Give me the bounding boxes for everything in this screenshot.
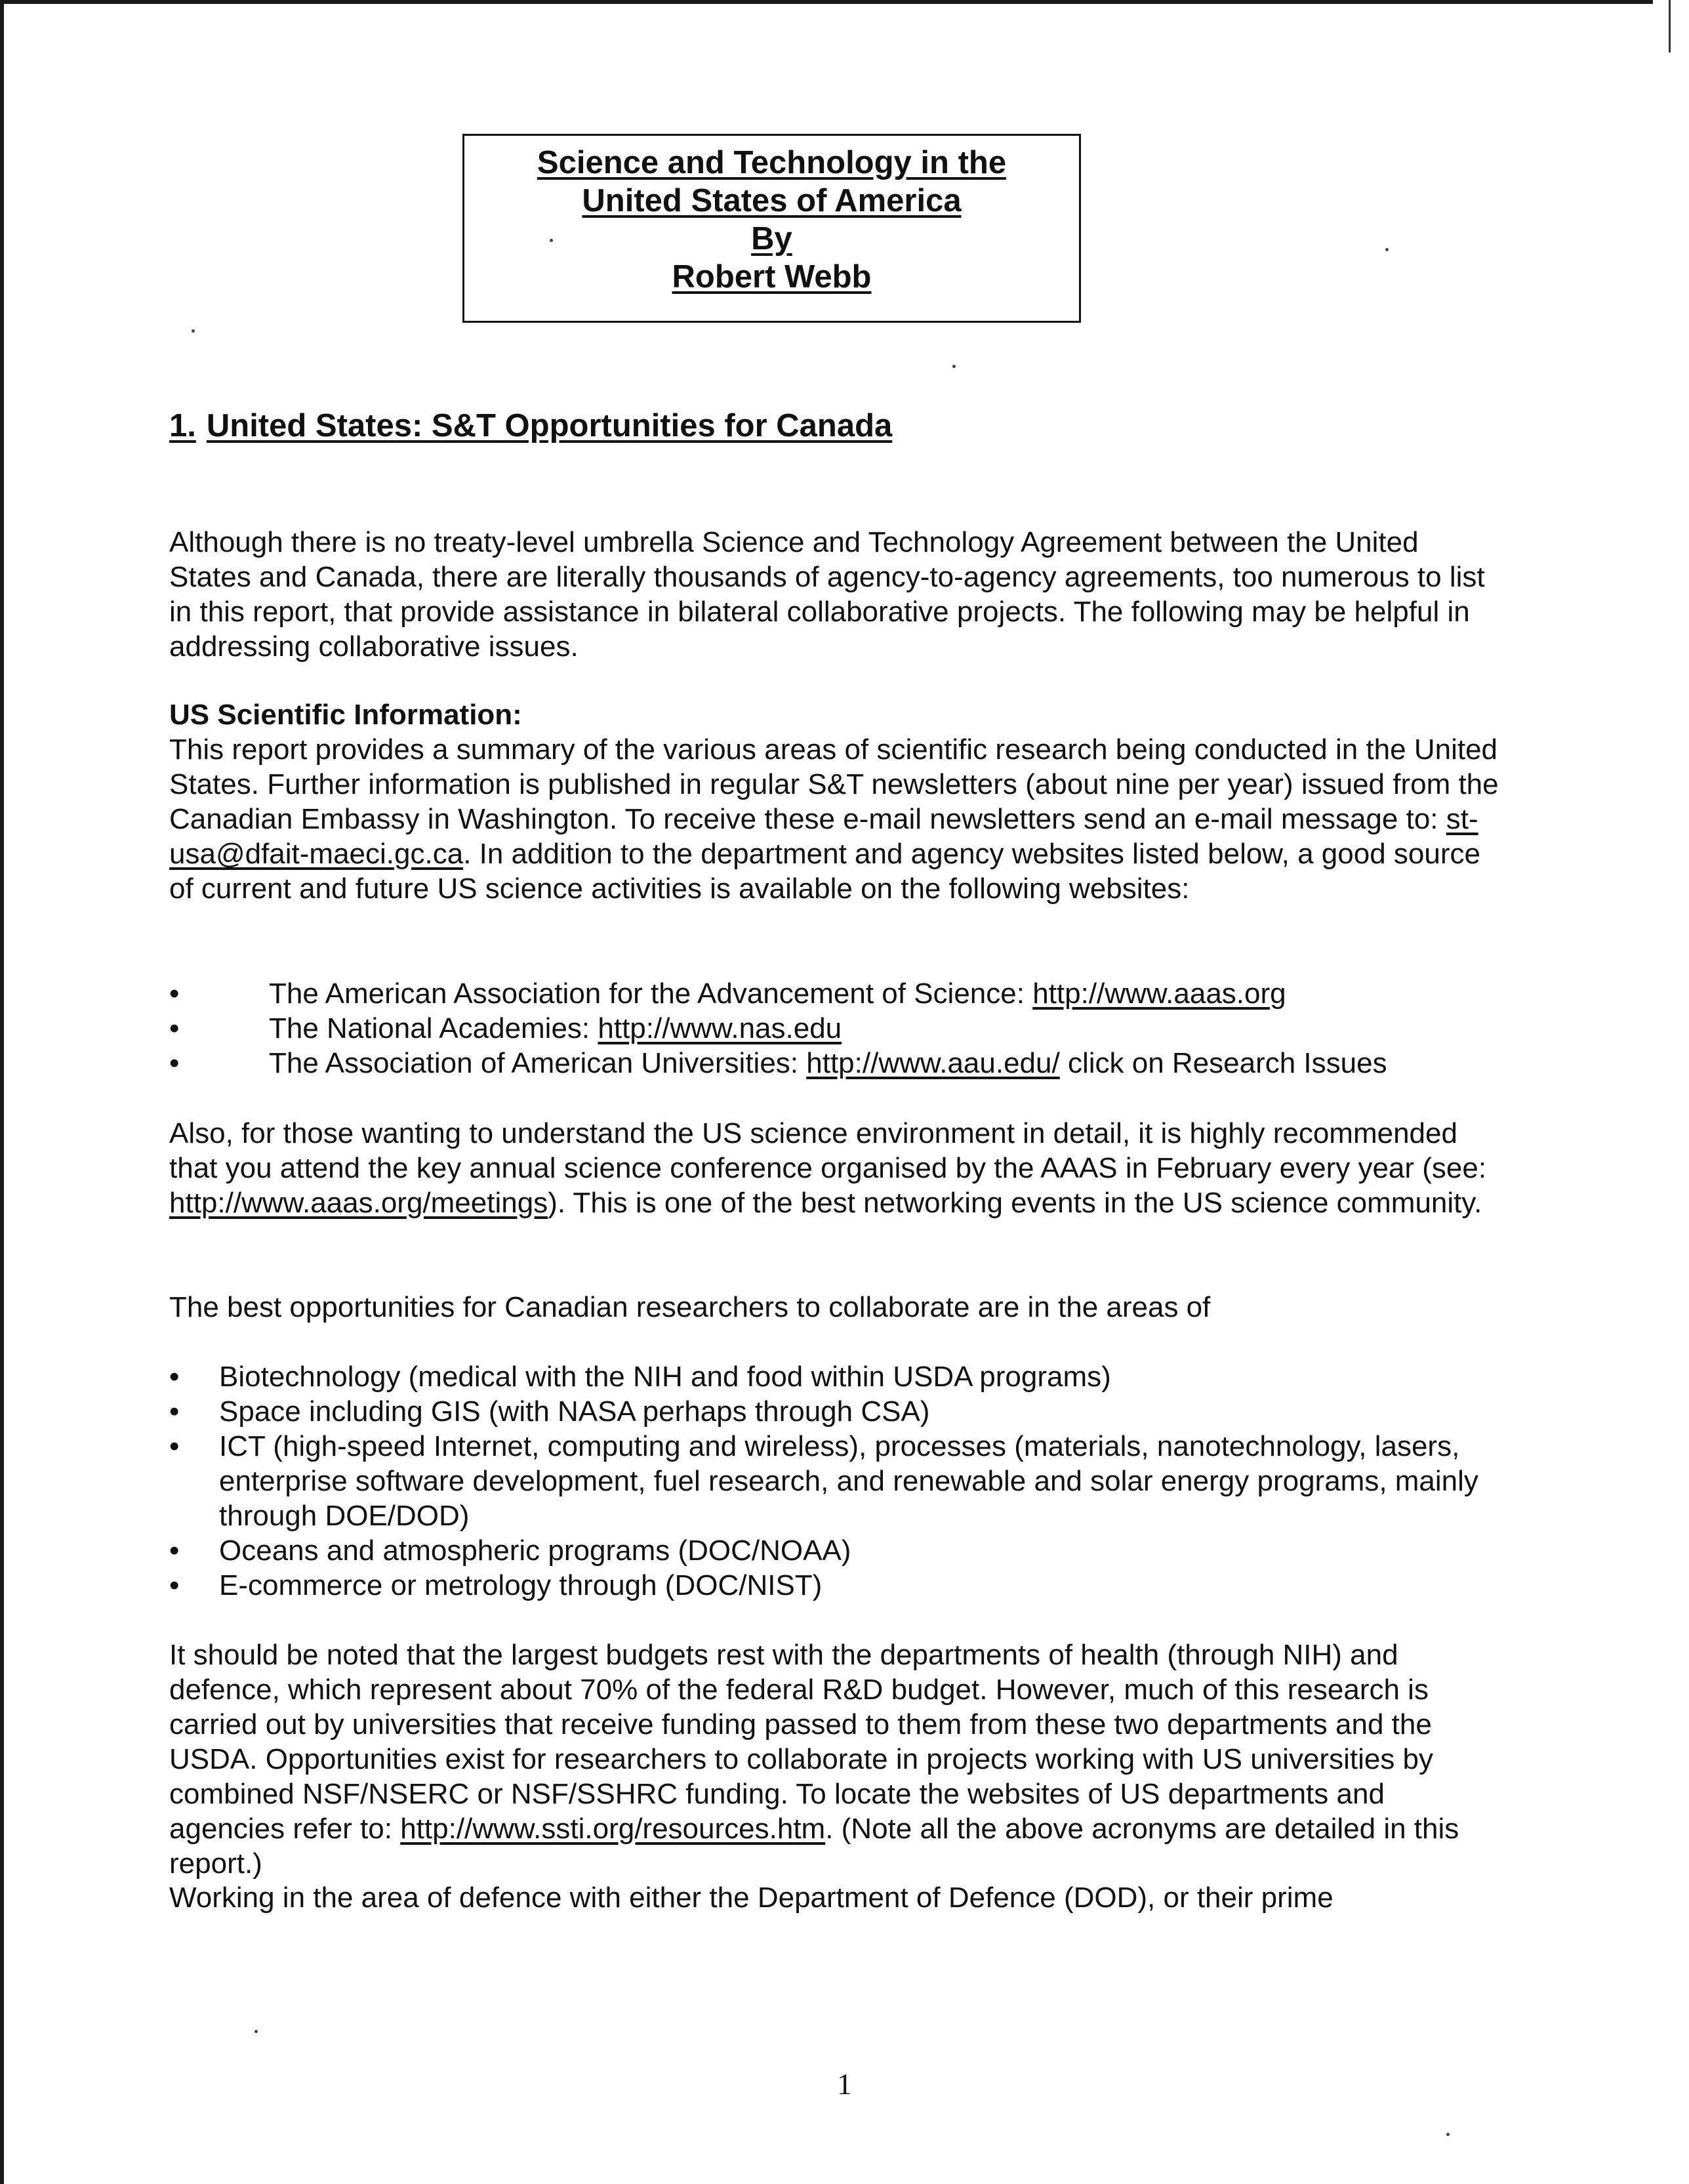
ssti-resources-link[interactable]: http://www.ssti.org/resources.htm: [400, 1813, 826, 1845]
aaas-link[interactable]: http://www.aaas.org: [1032, 978, 1286, 1010]
budget-text-part-1: It should be noted that the largest budgets rest with the departments of health (through NIH) and defence, which represent about 70% of the federal R&D budget. However, much of this research is carried out by universities that receive funding passed to them from these two departments and the USDA. Opportunities exist for researchers to collaborate in projects working with US universities by combined NSF/NSERC or NSF/SSHRC funding. To locate the websites of US departments and agencies refer to:: [169, 1639, 1434, 1845]
website-label: The Association of American Universities:: [269, 1047, 807, 1079]
section-title: United States: S&T Opportunities for Canada: [206, 408, 893, 443]
intro-paragraph: Although there is no treaty-level umbrella Science and Technology Agreement between the United States and Canada, there are literally thousands of agency-to-agency agreements, too numerous to list in this report, that provide assistance in bilateral collaborative projects. The following may be helpful in addressing collaborative issues.: [169, 526, 1485, 663]
bullet-icon: •: [169, 1430, 180, 1462]
bullet-icon: •: [169, 1012, 180, 1044]
list-item: [169, 1046, 1520, 1081]
area-text: Biotechnology (medical with the NIH and food within USDA programs): [219, 1361, 1111, 1393]
area-text: E-commerce or metrology through (DOC/NIST): [219, 1569, 823, 1601]
bullet-icon: •: [169, 978, 180, 1010]
list-item: [169, 1533, 1505, 1568]
defence-paragraph: Working in the area of defence with either the Department of Defence (DOD), or their prime: [169, 1882, 1333, 1914]
budget-text-part-2: . (Note all the above acronyms are detailed in this report.): [169, 1813, 1459, 1880]
website-label: The American Association for the Advancement of Science:: [269, 978, 1033, 1010]
area-text: Space including GIS (with NASA perhaps through CSA): [219, 1395, 930, 1428]
scan-speck: [1446, 2133, 1450, 2136]
aaas-meetings-link[interactable]: http://www.aaas.org/meetings: [169, 1187, 548, 1219]
budget-paragraph: [169, 1638, 1501, 1881]
collaboration-areas-list: [169, 1359, 1520, 1603]
section-heading: [169, 407, 892, 445]
document-title-line-2: United States of America: [582, 183, 962, 218]
info-text-part-1: This report provides a summary of the various areas of scientific research being conducted in the United States. Further information is published in regular S&T newsletters (about nine per year) issued from the Canadian Embassy in Washington. To receive these e-mail newsletters send an e-mail message to:: [169, 733, 1499, 835]
author-name: Robert Webb: [672, 259, 872, 295]
document-title-line-1: Science and Technology in the: [537, 145, 1007, 180]
scientific-information-heading: US Scientific Information:: [169, 699, 522, 731]
list-item: [169, 1359, 1505, 1394]
list-item: [169, 1429, 1505, 1533]
title-box: [462, 134, 1081, 323]
scan-speck: [1385, 248, 1389, 251]
byline-label: By: [751, 221, 792, 257]
bullet-icon: •: [169, 1047, 180, 1079]
scan-speck: [192, 329, 195, 333]
nas-link[interactable]: http://www.nas.edu: [598, 1012, 842, 1044]
bullet-icon: •: [169, 1569, 180, 1601]
list-item: [169, 1394, 1505, 1429]
websites-list: [169, 976, 1520, 1081]
bullet-icon: •: [169, 1395, 180, 1428]
aaas-text-part-1: Also, for those wanting to understand the US science environment in detail, it is highly recommended that you attend the key annual science conference organised by the AAAS in February every year (see:: [169, 1117, 1487, 1184]
area-text: Oceans and atmospheric programs (DOC/NOAA): [219, 1535, 851, 1567]
scientific-information-paragraph: [169, 697, 1501, 906]
bullet-icon: •: [169, 1535, 180, 1567]
areas-intro-paragraph: The best opportunities for Canadian researchers to collaborate are in the areas of: [169, 1291, 1211, 1323]
aaas-text-part-2: ). This is one of the best networking events in the US science community.: [548, 1187, 1482, 1219]
page-number: 1: [837, 2067, 852, 2101]
newsletter-email-link[interactable]: st-usa@dfait-maeci.gc.ca: [169, 803, 1478, 870]
aau-link[interactable]: http://www.aau.edu/: [806, 1047, 1060, 1079]
section-number: 1.: [169, 408, 196, 443]
scan-top-border: [0, 0, 1653, 4]
aaas-conference-paragraph: [169, 1116, 1501, 1220]
info-text-part-2: . In addition to the department and agency websites listed below, a good source of current and future US science activities is available on the following websites:: [169, 838, 1480, 905]
list-item: [169, 1011, 1520, 1046]
scan-corner-mark: [1669, 0, 1671, 52]
scan-speck: [952, 365, 956, 368]
scan-left-border: [0, 0, 4, 2184]
scan-speck: [254, 2030, 258, 2033]
bullet-icon: •: [169, 1361, 180, 1393]
area-text: ICT (high-speed Internet, computing and wireless), processes (materials, nanotechnology, lasers, enterprise software development, fuel research, and renewable and solar energy programs, mainly through DOE/DOD): [219, 1430, 1478, 1532]
website-suffix: click on Research Issues: [1059, 1047, 1387, 1079]
website-label: The National Academies:: [269, 1012, 598, 1044]
list-item: [169, 976, 1520, 1011]
list-item: [169, 1568, 1505, 1603]
